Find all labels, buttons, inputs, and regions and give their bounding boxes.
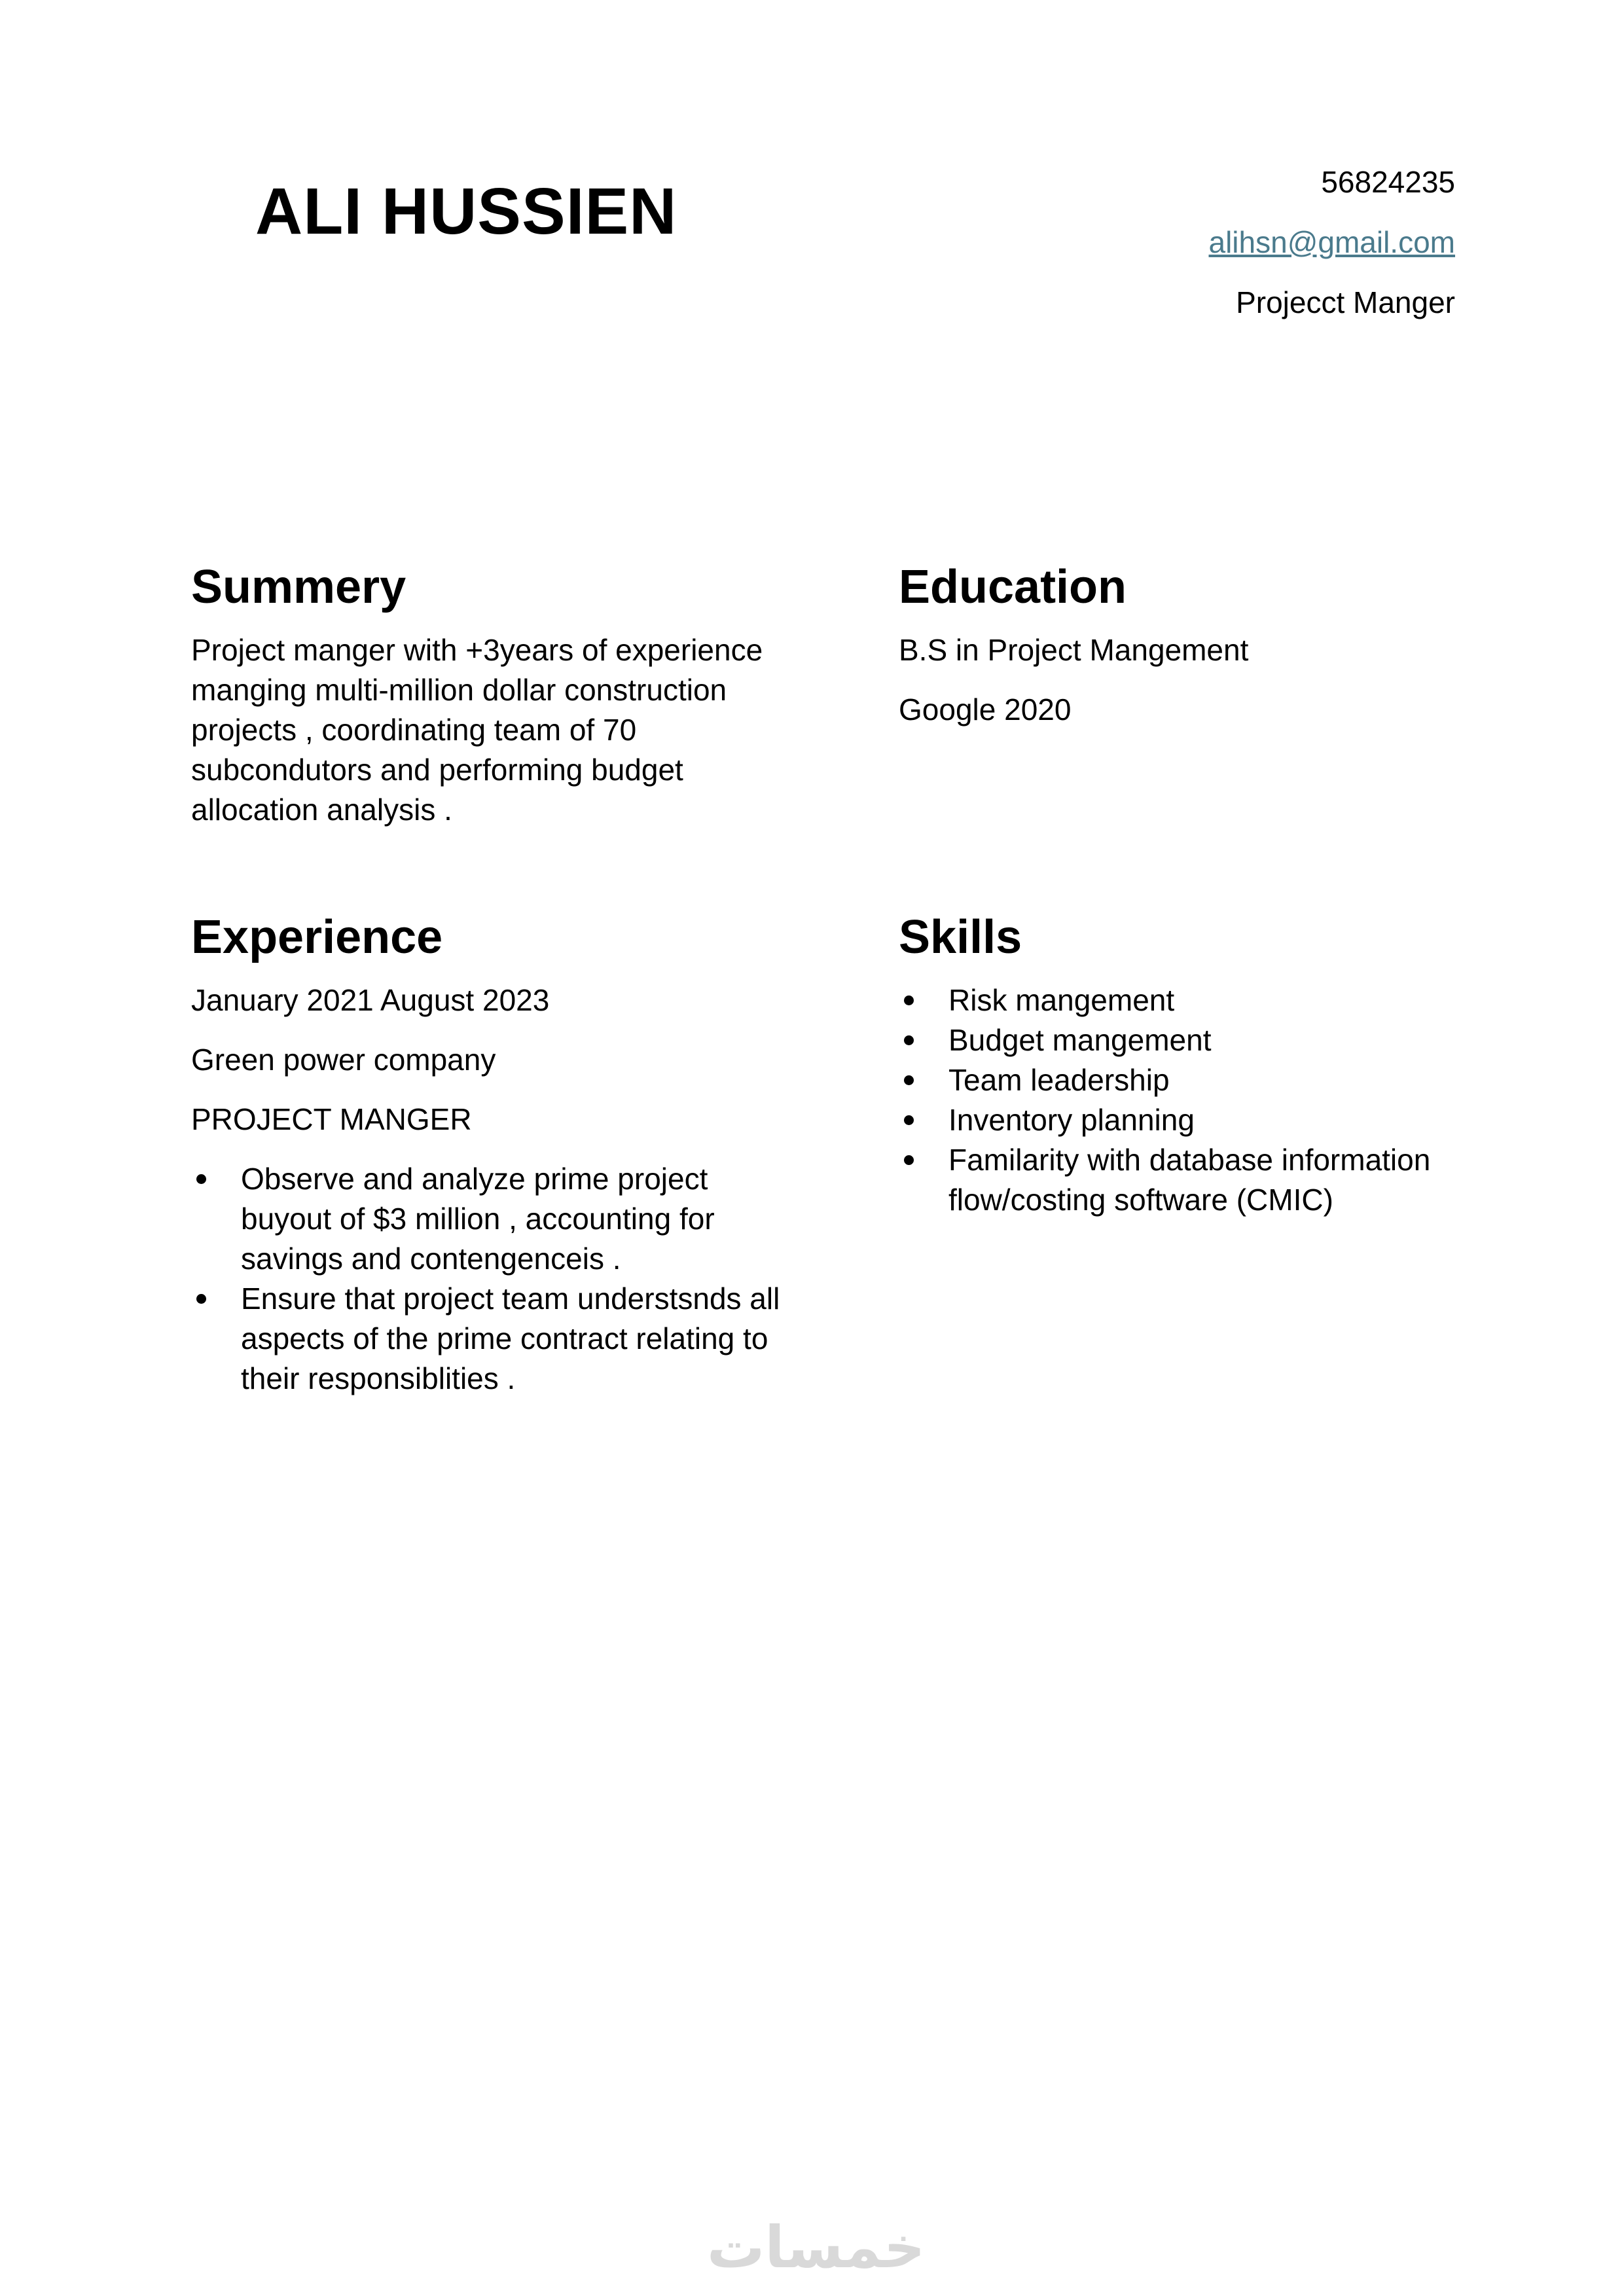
experience-section xyxy=(191,912,793,1399)
bullet-icon xyxy=(196,1294,206,1304)
skill-item: Risk mangement xyxy=(899,980,1501,1020)
skills-list xyxy=(899,980,1501,1220)
summary-heading: Summery xyxy=(191,561,406,613)
phone-number: 56824235 xyxy=(1321,165,1455,199)
watermark-logo: خمسات xyxy=(707,2215,926,2280)
candidate-name: ALI HUSSIEN xyxy=(255,175,677,248)
bullet-icon xyxy=(904,1035,914,1045)
education-section xyxy=(899,562,1501,749)
bullet-icon xyxy=(904,1115,914,1125)
bullet-icon xyxy=(196,1174,206,1184)
education-school-year: Google 2020 xyxy=(899,692,1072,727)
education-degree: B.S in Project Mangement xyxy=(899,633,1249,668)
experience-bullet: Ensure that project team understsnds all aspects of the prime contract relating to their responsiblities . xyxy=(191,1279,793,1399)
experience-dates: January 2021 August 2023 xyxy=(191,983,550,1018)
job-title: Projecct Manger xyxy=(1236,285,1455,319)
bullet-icon xyxy=(904,1075,914,1085)
experience-role: PROJECT MANGER xyxy=(191,1102,472,1137)
experience-heading: Experience xyxy=(191,911,443,963)
bullet-icon xyxy=(904,1155,914,1165)
skill-item: Inventory planning xyxy=(899,1100,1501,1140)
skill-item: Budget mangement xyxy=(899,1020,1501,1060)
summary-text: Project manger with +3years of experience manging multi-million dollar construction projects , coordinating team of 70 subcondutors and performing budget allocation analysis . xyxy=(191,633,763,827)
experience-bullet: Observe and analyze prime project buyout of $3 million , accounting for savings and contengenceis . xyxy=(191,1159,793,1279)
contact-block xyxy=(1209,167,1456,348)
skills-section xyxy=(899,912,1501,1220)
education-heading: Education xyxy=(899,561,1127,613)
summary-section xyxy=(191,562,793,830)
skills-heading: Skills xyxy=(899,911,1022,963)
email-link[interactable]: alihsn@gmail.com xyxy=(1208,225,1455,259)
experience-company: Green power company xyxy=(191,1043,496,1077)
experience-bullet-list xyxy=(191,1159,793,1399)
skill-item: Familarity with database information flow/costing software (CMIC) xyxy=(899,1140,1501,1220)
skill-item: Team leadership xyxy=(899,1060,1501,1100)
bullet-icon xyxy=(904,996,914,1005)
